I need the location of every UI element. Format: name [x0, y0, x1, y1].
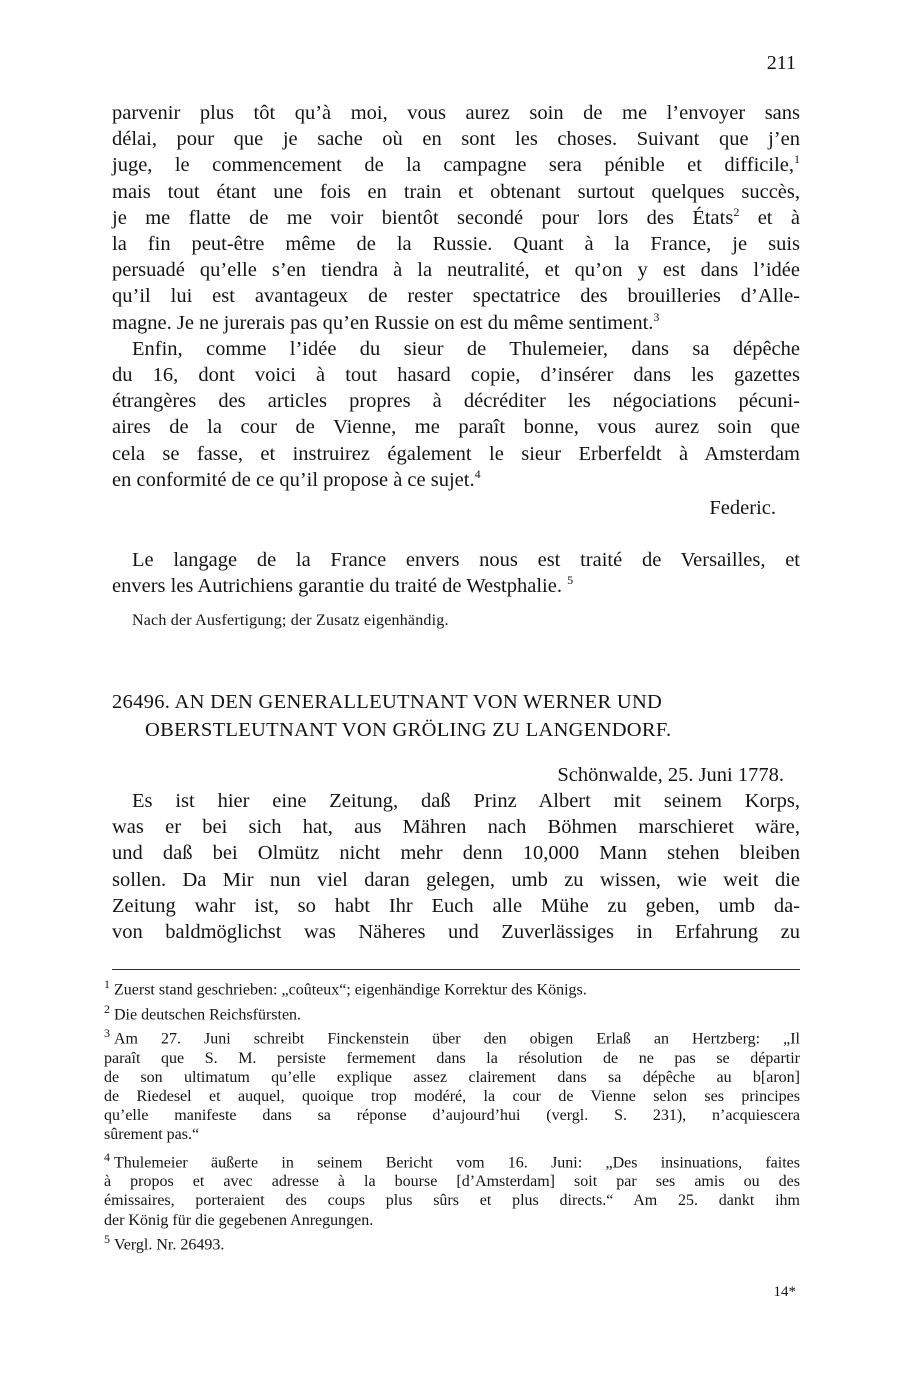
footnote-mark: 3 — [104, 1026, 110, 1041]
footnote-text: Thulemeier äußerte in seinem Bericht vom 16. Juni: „Des insinuations, faites — [114, 1153, 800, 1171]
text-line-content: juge, le commencement de la campagne sera pénible et difficile, — [112, 154, 794, 177]
footnote-text: Die deutschen Reichsfürsten. — [114, 1005, 302, 1023]
text-line: du 16, dont voici à tout hasard copie, d’insérer dans les gazettes — [112, 364, 800, 387]
footnote-mark: 2 — [104, 1001, 110, 1016]
footnote-mark: 4 — [104, 1149, 110, 1164]
source-note: Nach der Ausfertigung; der Zusatz eigenhändig. — [132, 611, 449, 629]
text-line: mais tout étant une fois en train et obtenant surtout quelques succès, — [112, 180, 800, 203]
footnote-line — [104, 1148, 800, 1173]
text-line-content: en conformité de ce qu’il propose à ce sujet. — [112, 468, 475, 491]
text-line: Zeitung wahr ist, so habt Ihr Euch alle Mühe zu geben, umb da- — [112, 894, 800, 917]
footnote-line: sûrement pas.“ — [104, 1126, 200, 1144]
footnote-text: Zuerst stand geschrieben: „coûteux“; eigenhändige Korrektur des Königs. — [114, 981, 587, 999]
text-line: Le langage de la France envers nous est traité de Versailles, et — [132, 549, 800, 572]
heading-line: 26496. AN DEN GENERALLEUTNANT VON WERNER UND — [112, 690, 663, 713]
footnote-ref: 5 — [567, 573, 574, 588]
footnote-ref: 2 — [733, 204, 740, 219]
text-line — [112, 573, 800, 599]
text-line: qu’il lui est avantageux de rester spectatrice des brouilleries d’Alle- — [112, 285, 800, 308]
text-line-content: magne. Je ne jurerais pas qu’en Russie on est du même sentiment. — [112, 311, 654, 334]
text-line: was er bei sich hat, aus Mähren nach Böhmen marschieret wäre, — [112, 816, 800, 839]
heading-line: OBERSTLEUTNANT VON GRÖLING ZU LANGENDORF. — [145, 718, 672, 741]
text-line — [112, 310, 800, 336]
footnote-line — [104, 1024, 800, 1049]
footnote-line — [104, 975, 800, 1000]
footnote-line: der König für die gegebenen Anregungen. — [104, 1211, 374, 1229]
text-line: persuadé qu’elle s’en tiendra à la neutralité, et qu’on y est dans l’idée — [112, 259, 800, 282]
letter-paragraph-1 — [112, 100, 800, 336]
footnote-divider — [112, 969, 800, 970]
footnote — [104, 975, 800, 1000]
text-line — [112, 467, 800, 493]
postscript — [112, 547, 800, 599]
footnote-line: qu’elle manifeste dans sa réponse d’aujourd’hui (vergl. S. 231), n’acquiescera — [104, 1107, 800, 1125]
text-line: cela se fasse, et instruirez également le sieur Erberfeldt à Amsterdam — [112, 442, 800, 465]
footnote — [104, 1000, 800, 1025]
page-number: 211 — [766, 52, 796, 74]
text-line: sollen. Da Mir nun viel daran gelegen, umb zu wissen, wie weit die — [112, 868, 800, 891]
footnote-line — [104, 1000, 800, 1025]
footnote-line: à propos et avec adresse à la bourse [d’Amsterdam] soit par ses amis ou des — [104, 1173, 800, 1191]
signature: Federic. — [709, 497, 776, 520]
footnote-mark: 5 — [104, 1231, 110, 1246]
main-text — [112, 100, 800, 945]
footnote-line: de son ultimatum qu’elle explique assez clairement dans sa dépêche au b[aron] — [104, 1068, 800, 1086]
text-line: parvenir plus tôt qu’à moi, vous aurez soin de me l’envoyer sans — [112, 102, 800, 124]
footnote-ref: 4 — [474, 467, 481, 482]
text-line — [112, 205, 800, 231]
footnotes — [104, 975, 800, 1254]
footnote-ref: 1 — [794, 152, 800, 167]
text-line: und daß bei Olmütz nicht mehr denn 10,000 Mann stehen bleiben — [112, 842, 800, 865]
footnote-line: de Riedesel et auquel, quoique trop modéré, la cour de Vienne selon ses principes — [104, 1088, 800, 1105]
footnote-text: Am 27. Juni schreibt Finckenstein über den obigen Erlaß an Hertzberg: „Il — [114, 1030, 800, 1048]
text-line-content: je me flatte de me voir bientôt secondé pour lors des États — [112, 206, 734, 229]
letter-paragraph-2 — [112, 336, 800, 493]
text-line: von baldmöglichst was Näheres und Zuverlässiges in Erfahrung zu — [112, 921, 800, 944]
footnote-text: Vergl. Nr. 26493. — [114, 1236, 225, 1254]
text-line: délai, pour que je sache où en sont les choses. Suivant que j’en — [112, 128, 800, 151]
letter2-paragraph — [112, 788, 800, 945]
text-line-content: et à — [739, 206, 800, 229]
text-line — [112, 152, 800, 178]
text-line: étrangères des articles propres à décréditer les négociations pécuni- — [112, 390, 800, 413]
footnote-mark: 1 — [104, 977, 110, 991]
footnote — [104, 1148, 800, 1230]
place-date: Schönwalde, 25. Juni 1778. — [557, 763, 784, 786]
footnote-line: paraît que S. M. persiste fermement dans la résolution de ne pas se départir — [104, 1049, 800, 1067]
footnote-ref: 3 — [653, 309, 660, 324]
footnote — [104, 1230, 800, 1255]
signature-mark: 14* — [773, 1284, 796, 1300]
document-heading — [112, 688, 800, 744]
text-line: aires de la cour de Vienne, me paraît bonne, vous aurez soin que — [112, 416, 800, 439]
text-line: Es ist hier eine Zeitung, daß Prinz Albert mit seinem Korps, — [132, 790, 800, 813]
text-line-content: envers les Autrichiens garantie du traité de Westphalie. — [112, 575, 562, 598]
text-line: la fin peut-être même de la Russie. Quant à la France, je suis — [112, 233, 800, 256]
footnote — [104, 1024, 800, 1145]
text-line: Enfin, comme l’idée du sieur de Thulemeier, dans sa dépêche — [132, 337, 800, 360]
footnote-line — [104, 1230, 800, 1255]
footnote-line: émissaires, porteraient des coups plus sûrs et plus directs.“ Am 25. dankt ihm — [104, 1192, 800, 1210]
